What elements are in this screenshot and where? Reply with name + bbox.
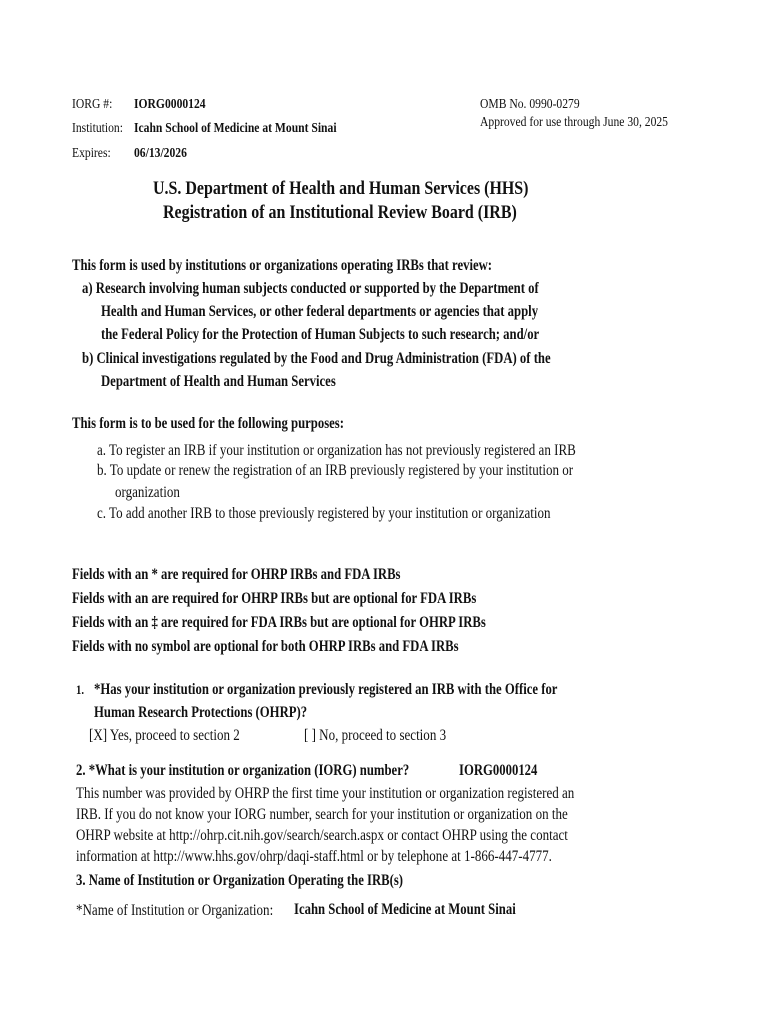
q1-question: *Has your institution or organization previously registered an IRB with the Office for (94, 681, 558, 698)
purpose-item: organization (115, 484, 180, 501)
q3-field-value[interactable]: Icahn School of Medicine at Mount Sinai (294, 901, 516, 918)
q2-description: IRB. If you do not know your IORG number, search for your institution or organization on the (76, 806, 568, 823)
institution-value: Icahn School of Medicine at Mount Sinai (134, 120, 337, 135)
page-title-line1: U.S. Department of Health and Human Services (HHS) (153, 178, 529, 199)
q2-description: This number was provided by OHRP the first time your institution or organization registered an (76, 785, 575, 802)
q3-field-label: *Name of Institution or Organization: (76, 902, 274, 919)
scope-intro: This form is used by institutions or organizations operating IRBs that review: (72, 257, 493, 274)
expires-value: 06/13/2026 (134, 145, 187, 160)
expires-label: Expires: (72, 145, 111, 160)
iorg-label: IORG #: (72, 96, 113, 111)
scope-item: a) Research involving human subjects conducted or supported by the Department of (82, 280, 539, 297)
legend-line: Fields with no symbol are optional for both OHRP IRBs and FDA IRBs (72, 638, 459, 655)
legend-line: Fields with an * are required for OHRP IRBs and FDA IRBs (72, 566, 401, 583)
q2-description: OHRP website at http://ohrp.cit.nih.gov/search/search.aspx or contact OHRP using the contact (76, 827, 568, 844)
q1-option-no[interactable]: [ ] No, proceed to section 3 (304, 727, 447, 744)
iorg-value: IORG0000124 (134, 96, 206, 111)
q1-question-cont: Human Research Protections (OHRP)? (94, 704, 308, 721)
q2-description: information at http://www.hhs.gov/ohrp/daqi-staff.html or by telephone at 1-866-447-4777. (76, 848, 552, 865)
institution-label: Institution: (72, 120, 123, 135)
omb-approval: Approved for use through June 30, 2025 (480, 114, 668, 129)
q3-heading: 3. Name of Institution or Organization Operating the IRB(s) (76, 872, 404, 889)
purpose-item: b. To update or renew the registration of an IRB previously registered by your institution or (97, 462, 574, 479)
scope-item: Health and Human Services, or other federal departments or agencies that apply (101, 303, 539, 320)
legend-line: Fields with an ‡ are required for FDA IRBs but are optional for OHRP IRBs (72, 614, 486, 631)
scope-item: Department of Health and Human Services (101, 373, 336, 390)
scope-item: b) Clinical investigations regulated by the Food and Drug Administration (FDA) of the (82, 350, 551, 367)
omb-number: OMB No. 0990-0279 (480, 96, 580, 111)
legend-line: Fields with an are required for OHRP IRBs but are optional for FDA IRBs (72, 590, 477, 607)
scope-item: the Federal Policy for the Protection of Human Subjects to such research; and/or (101, 326, 540, 343)
purposes-intro: This form is to be used for the following purposes: (72, 415, 344, 432)
page-title-line2: Registration of an Institutional Review Board (IRB) (163, 202, 517, 223)
q1-option-yes[interactable]: [X] Yes, proceed to section 2 (89, 727, 240, 744)
q2-heading: 2. *What is your institution or organization (IORG) number? (76, 762, 410, 779)
q2-iorg-value[interactable]: IORG0000124 (459, 762, 538, 779)
purpose-item: a. To register an IRB if your institution or organization has not previously registered an IRB (97, 442, 576, 459)
purpose-item: c. To add another IRB to those previously registered by your institution or organization (97, 505, 551, 522)
q1-number: 1. (76, 682, 84, 697)
